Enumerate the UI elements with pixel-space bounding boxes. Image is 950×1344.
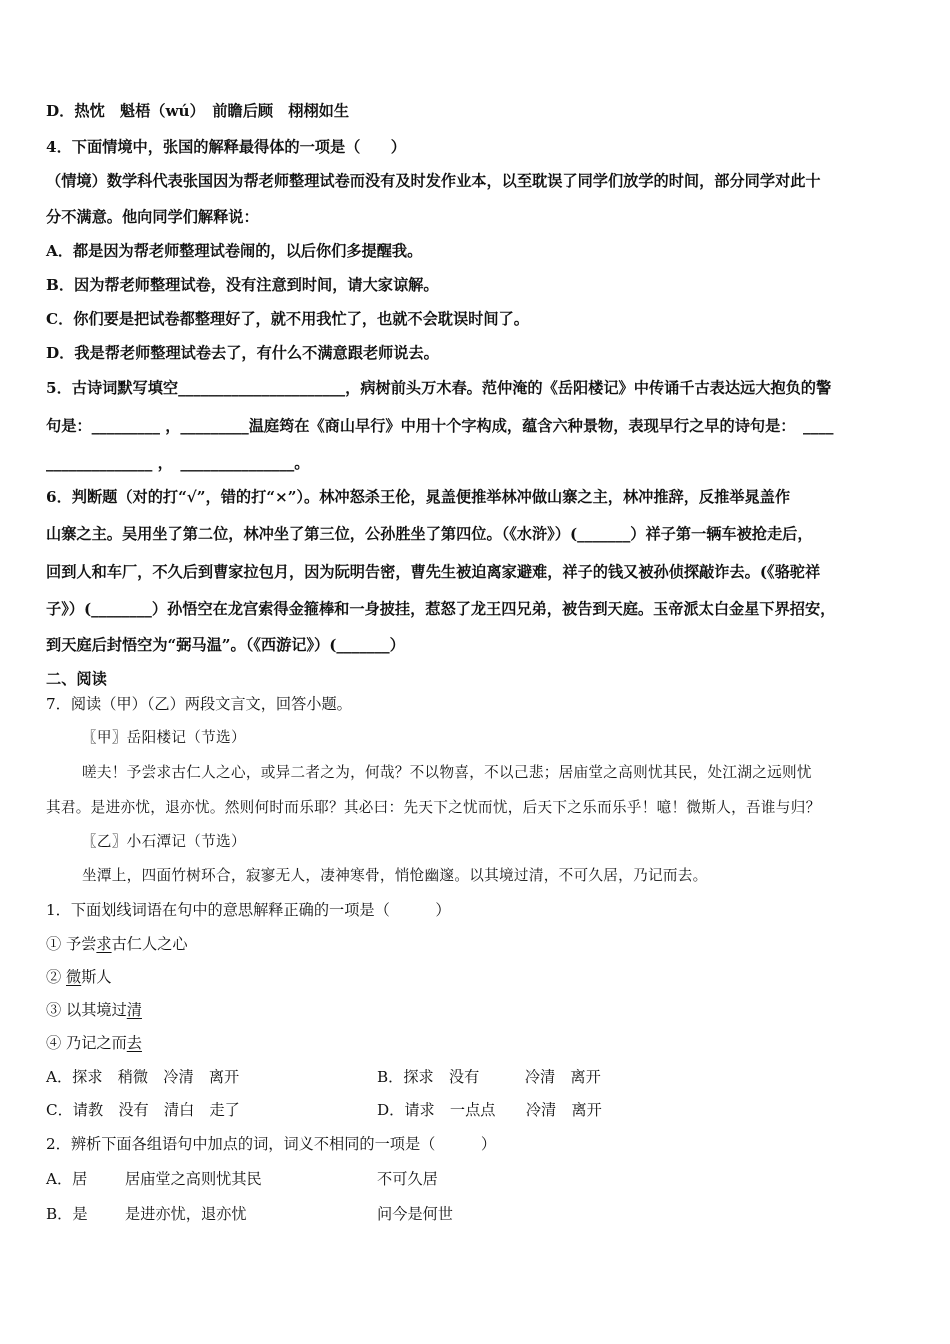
q3-option-d: D．热忱 魁梧（wú） 前瞻后顾 栩栩如生	[46, 102, 350, 120]
sub1-item-1-post: 古仁人之心	[111, 935, 188, 953]
sub1-item-1-pre: ① 予尝	[46, 935, 97, 953]
q4-option-d: D．我是帮老师整理试卷去了，有什么不满意跟老师说去。	[46, 344, 439, 362]
sub1-option-a: A．探求 稍微 冷清 离开	[46, 1068, 240, 1086]
sub1-item-3	[46, 999, 142, 1021]
passage-yi-title: 〖乙〗小石潭记（节选）	[82, 833, 246, 850]
q4-option-c: C．你们要是把试卷都整理好了，就不用我忙了，也就不会耽误时间了。	[46, 310, 529, 328]
sub1-item-2-underlined: 微	[66, 968, 82, 986]
q6-line4: 子》）(________）孙悟空在龙宫索得金箍棒和一身披挂，惹怒了龙王四兄弟，被告到天庭。玉帝派太白金星下界招安，	[46, 600, 836, 618]
sub2-row-b-sentence1: 是进亦忧，退亦忧	[125, 1205, 247, 1223]
q5-line1: 5．古诗词默写填空______________________，病树前头万木春。范仲淹的《岳阳楼记》中传诵千古表达远大抱负的警	[46, 379, 832, 397]
sub2-row-a-sentence2: 不可久居	[377, 1170, 438, 1188]
passage-jia-line1: 嗟夫！予尝求古仁人之心，或异二者之为，何哉？不以物喜，不以己悲；居庙堂之高则忧其民，处江湖之远则忧	[82, 764, 812, 781]
q6-line5: 到天庭后封悟空为“弼马温”。（《西游记》）(_______）	[46, 636, 405, 654]
sub1-item-4-underlined: 去	[126, 1034, 142, 1052]
sub2-row-b-sentence2: 问今是何世	[377, 1205, 453, 1223]
sub1-item-3-underlined: 清	[126, 1001, 142, 1019]
sub1-item-2-pre: ②	[46, 968, 67, 986]
sub1-item-3-pre: ③ 以其境过	[46, 1001, 127, 1019]
q5-line3: ______________ ， _______________。	[46, 454, 310, 472]
q6-line2: 山寨之主。吴用坐了第二位，林冲坐了第三位，公孙胜坐了第四位。（《水浒》）(_______）祥子第一辆车被抢走后，	[46, 525, 813, 543]
q4-context-line1: （情境）数学科代表张国因为帮老师整理试卷而没有及时发作业本，以至耽误了同学们放学的时间，部分同学对此十	[46, 172, 821, 190]
sub2-row-a-label: A．居	[46, 1170, 88, 1188]
sub1-option-b: B．探求 没有 冷清 离开	[377, 1068, 601, 1086]
q4-option-a: A．都是因为帮老师整理试卷闹的，以后你们多提醒我。	[46, 242, 423, 260]
sub1-stem: 1．下面划线词语在句中的意思解释正确的一项是（ ）	[46, 901, 451, 919]
q4-stem: 4．下面情境中，张国的解释最得体的一项是（ ）	[46, 138, 406, 156]
sub1-item-1	[46, 933, 188, 955]
q6-line3: 回到人和车厂，不久后到曹家拉包月，因为阮明告密，曹先生被迫离家避难，祥子的钱又被孙侦探敲诈去。(《骆驼祥	[46, 563, 821, 581]
q4-context-line2: 分不满意。他向同学们解释说：	[46, 208, 259, 226]
passage-jia-title: 〖甲〗岳阳楼记（节选）	[82, 729, 246, 746]
sub1-item-2-post: 斯人	[81, 968, 112, 986]
sub2-row-b-label: B．是	[46, 1205, 88, 1223]
section-title: 二、阅读	[46, 670, 107, 688]
sub2-row-a-sentence1: 居庙堂之高则忧其民	[125, 1170, 262, 1188]
sub1-option-d: D．请求 一点点 冷清 离开	[377, 1101, 602, 1119]
passage-jia-line2: 其君。是进亦忧，退亦忧。然则何时而乐耶？其必曰：先天下之忧而忧，后天下之乐而乐乎！噫！微斯人，吾谁与归？	[46, 799, 821, 816]
q5-line2: 句是：_________ ，_________温庭筠在《商山早行》中用十个字构成，蕴含六种景物，表现早行之早的诗句是： ____	[46, 417, 834, 435]
passage-yi-line1: 坐潭上，四面竹树环合，寂寥无人，凄神寒骨，悄怆幽邃。以其境过清，不可久居，乃记而去。	[82, 867, 708, 884]
sub2-stem: 2．辨析下面各组语句中加点的词，词义不相同的一项是（ ）	[46, 1135, 497, 1153]
sub1-item-4-pre: ④ 乃记之而	[46, 1034, 127, 1052]
sub1-option-c: C．请教 没有 清白 走了	[46, 1101, 240, 1119]
q4-option-b: B．因为帮老师整理试卷，没有注意到时间，请大家谅解。	[46, 276, 439, 294]
q6-line1: 6．判断题（对的打“√”，错的打“×”）。林冲怒杀王伦，晁盖便推举林冲做山寨之主，林冲推辞，反推举晁盖作	[46, 488, 791, 506]
sub1-item-4	[46, 1032, 142, 1054]
q7-stem: 7．阅读（甲）（乙）两段文言文，回答小题。	[46, 695, 352, 713]
sub1-item-2	[46, 966, 112, 988]
sub1-item-1-underlined: 求	[96, 935, 112, 953]
